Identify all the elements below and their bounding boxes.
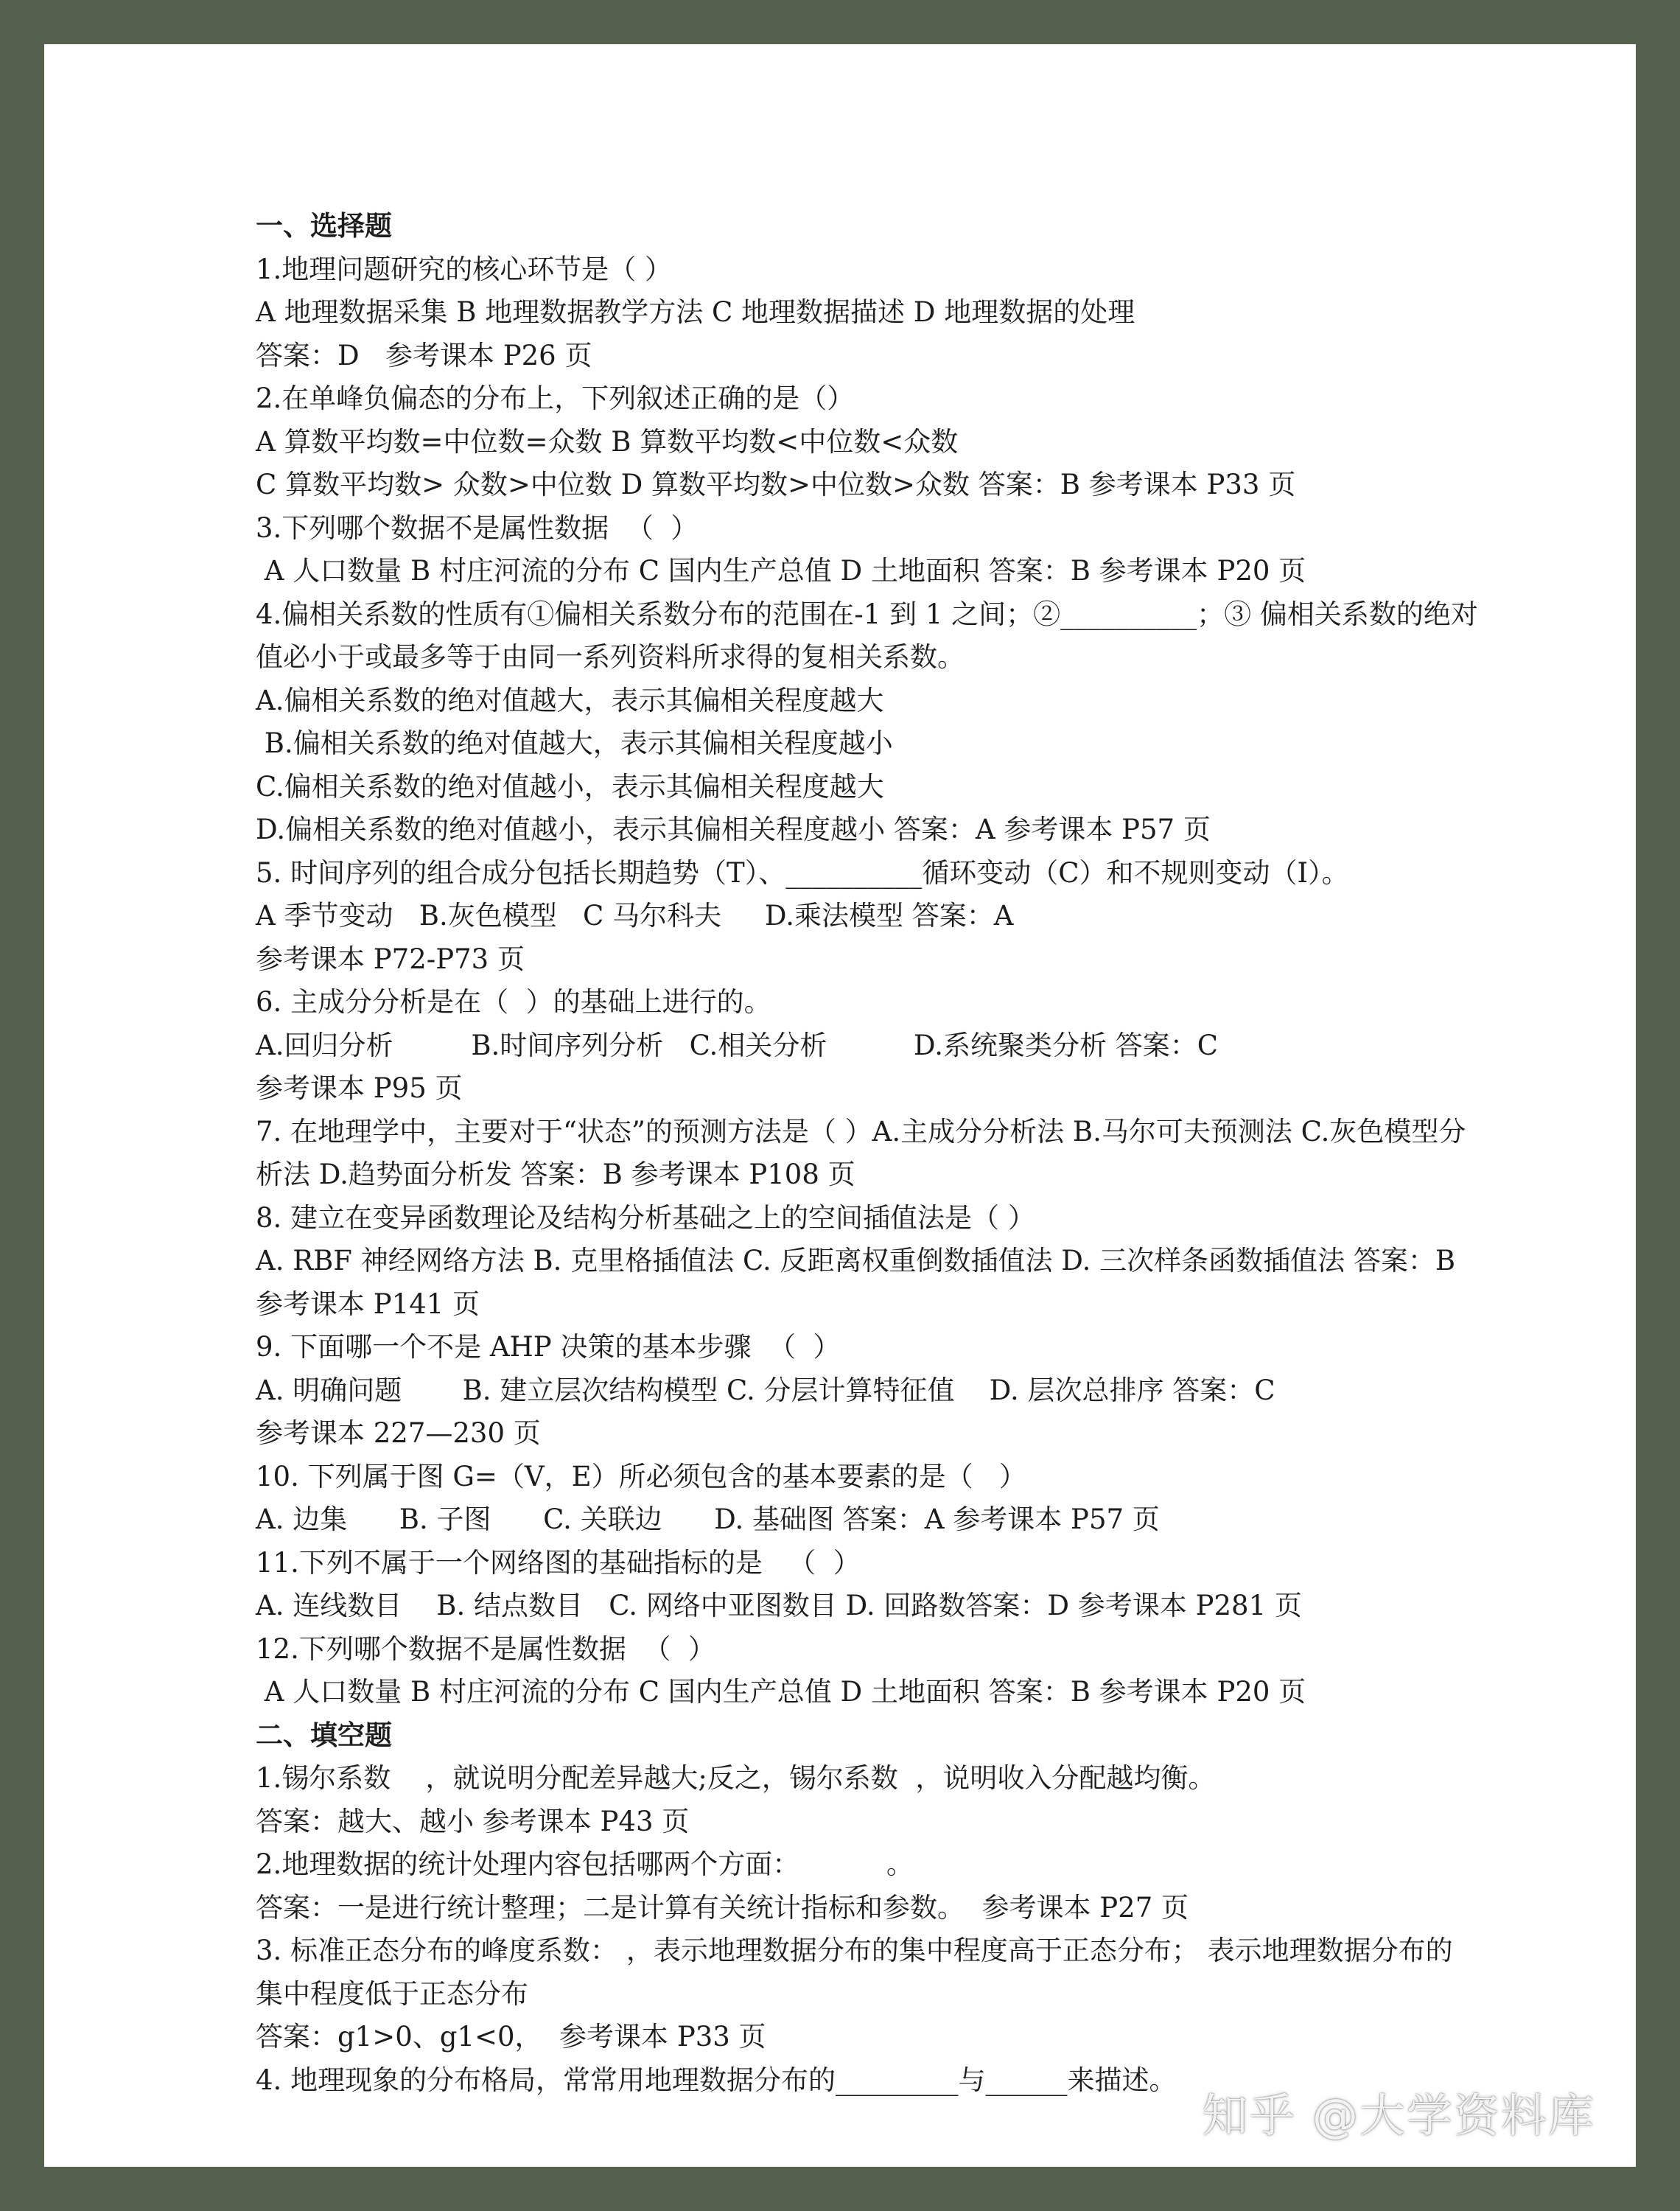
- text-line: 11.下列不属于一个网络图的基础指标的是 （ ）: [256, 1546, 861, 1579]
- text-line: 参考课本 P95 页: [256, 1072, 463, 1104]
- text-line: 参考课本 227—230 页: [256, 1417, 541, 1449]
- text-line: 1.地理问题研究的核心环节是（ ）: [256, 253, 673, 285]
- text-line: 4.偏相关系数的性质有①偏相关系数分布的范围在-1 到 1 之间；②__________；③ 偏相关系数的绝对值必小于或最多等于由同一系列资料所求得的复相关系数。: [256, 598, 1478, 673]
- text-line: 12.下列哪个数据不是属性数据 （ ）: [256, 1632, 715, 1665]
- text-line: 6. 主成分分析是在（ ）的基础上进行的。: [256, 986, 771, 1018]
- text-line: 答案：越大、越小 参考课本 P43 页: [256, 1805, 690, 1837]
- document-page: [44, 44, 1636, 2167]
- text-line: 2.在单峰负偏态的分布上，下列叙述正确的是（）: [256, 383, 855, 414]
- text-line: 答案：一是进行统计整理；二是计算有关统计指标和参数。 参考课本 P27 页: [256, 1891, 1189, 1924]
- text-line: A 算数平均数=中位数=众数 B 算数平均数<中位数<众数: [256, 425, 959, 458]
- text-line: A. RBF 神经网络方法 B. 克里格插值法 C. 反距离权重倒数插值法 D. 三次样条函数插值法 答案：B 参考课本 P141 页: [256, 1245, 1456, 1320]
- text-line: C.偏相关系数的绝对值越小，表示其偏相关程度越大: [256, 770, 884, 803]
- text-line: B.偏相关系数的绝对值越大，表示其偏相关程度越小: [256, 727, 893, 759]
- text-line: A. 边集 B. 子图 C. 关联边 D. 基础图 答案：A 参考课本 P57 页: [256, 1503, 1160, 1535]
- text-line: 9. 下面哪一个不是 AHP 决策的基本步骤 （ ）: [256, 1331, 841, 1363]
- text-line: 8. 建立在变异函数理论及结构分析基础之上的空间插值法是（ ）: [256, 1201, 1035, 1234]
- section-heading: 二、填空题: [256, 1719, 392, 1751]
- text-line: 5. 时间序列的组合成分包括长期趋势（T）、__________循环变动（C）和不规则变动（I）。: [256, 856, 1349, 889]
- text-line: D.偏相关系数的绝对值越小，表示其偏相关程度越小 答案：A 参考课本 P57 页: [256, 814, 1211, 845]
- watermark: 知乎 @大学资料库: [1202, 2089, 1595, 2142]
- document-content: [256, 205, 1479, 2102]
- text-line: 2.地理数据的统计处理内容包括哪两个方面： 。: [256, 1848, 914, 1880]
- text-line: 10. 下列属于图 G=（V，E）所必须包含的基本要素的是（ ）: [256, 1460, 1026, 1492]
- text-line: 答案：g1>0、g1<0， 参考课本 P33 页: [256, 2021, 766, 2053]
- text-line: 3.下列哪个数据不是属性数据 （ ）: [256, 511, 699, 544]
- text-line: 7. 在地理学中，主要对于“状态”的预测方法是（ ）A.主成分分析法 B.马尔可夫预测法 C.灰色模型分析法 D.趋势面分析发 答案：B 参考课本 P108 页: [256, 1115, 1466, 1190]
- text-line: A. 明确问题 B. 建立层次结构模型 C. 分层计算特征值 D. 层次总排序 答案：C: [256, 1374, 1275, 1406]
- section-heading: 一、选择题: [256, 210, 392, 242]
- text-line: 3. 标准正态分布的峰度系数： ，表示地理数据分布的集中程度高于正态分布； 表示地理数据分布的集中程度低于正态分布: [256, 1935, 1453, 2010]
- text-line: C 算数平均数> 众数>中位数 D 算数平均数>中位数>众数 答案：B 参考课本 P33 页: [256, 469, 1296, 500]
- text-line: A 人口数量 B 村庄河流的分布 C 国内生产总值 D 土地面积 答案：B 参考课本 P20 页: [256, 1676, 1306, 1708]
- text-line: A. 连线数目 B. 结点数目 C. 网络中亚图数目 D. 回路数答案：D 参考课本 P281 页: [256, 1590, 1302, 1621]
- text-line: 4. 地理现象的分布格局，常常用地理数据分布的_________与______来描述。: [256, 2064, 1177, 2096]
- text-line: 1.锡尔系数 ，就说明分配差异越大;反之，锡尔系数 ，说明收入分配越均衡。: [256, 1762, 1216, 1794]
- text-line: 答案：D 参考课本 P26 页: [256, 339, 592, 371]
- text-line: A 人口数量 B 村庄河流的分布 C 国内生产总值 D 土地面积 答案：B 参考课本 P20 页: [256, 555, 1306, 587]
- text-line: A.回归分析 B.时间序列分析 C.相关分析 D.系统聚类分析 答案：C: [256, 1029, 1219, 1061]
- text-line: A 季节变动 B.灰色模型 C 马尔科夫 D.乘法模型 答案：A: [256, 900, 1014, 932]
- text-line: A 地理数据采集 B 地理数据教学方法 C 地理数据描述 D 地理数据的处理: [256, 296, 1135, 328]
- text-line: A.偏相关系数的绝对值越大，表示其偏相关程度越大: [256, 684, 884, 716]
- text-line: 参考课本 P72-P73 页: [256, 943, 525, 975]
